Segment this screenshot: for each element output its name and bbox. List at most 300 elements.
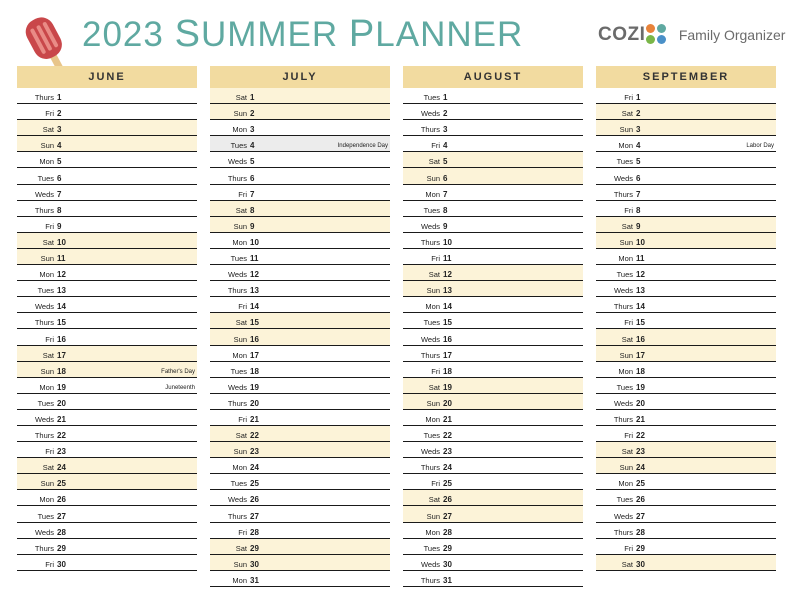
day-number: 23: [636, 447, 645, 457]
day-row: [403, 185, 583, 201]
day-row: [403, 394, 583, 410]
title-year: 2023: [82, 15, 164, 54]
day-row: [17, 152, 197, 168]
day-row: [17, 506, 197, 522]
title-s: S: [174, 13, 201, 55]
day-number: 29: [57, 543, 66, 553]
day-of-week: Weds: [613, 398, 633, 408]
day-of-week: Tues: [230, 254, 247, 264]
day-number: 12: [636, 270, 645, 280]
day-number: 3: [443, 125, 448, 135]
day-row: [17, 168, 197, 184]
day-of-week: Sat: [235, 431, 247, 441]
day-number: 9: [443, 221, 448, 231]
day-row: [403, 571, 583, 587]
day-row: [210, 168, 390, 184]
day-row: [596, 104, 776, 120]
day-row: [403, 297, 583, 313]
day-number: 11: [57, 254, 66, 264]
day-row: [596, 265, 776, 281]
day-row: [596, 136, 776, 152]
day-row: [17, 474, 197, 490]
month-column-august: [403, 66, 583, 587]
day-number: 17: [250, 350, 259, 360]
day-row: [210, 152, 390, 168]
day-of-week: Weds: [420, 221, 440, 231]
day-row: [17, 233, 197, 249]
day-row: [596, 426, 776, 442]
day-row: [17, 104, 197, 120]
day-number: 7: [250, 189, 255, 199]
day-of-week: Tues: [230, 141, 247, 151]
day-of-week: Thurs: [34, 431, 54, 441]
day-number: 26: [57, 495, 66, 505]
day-of-week: Sun: [619, 463, 633, 473]
day-row: [596, 201, 776, 217]
day-of-week: Sun: [619, 125, 633, 135]
day-of-week: Thurs: [34, 93, 54, 103]
day-of-week: Sun: [426, 173, 440, 183]
day-number: 4: [636, 141, 641, 151]
day-of-week: Tues: [230, 366, 247, 376]
day-of-week: Sun: [426, 398, 440, 408]
day-number: 23: [57, 447, 66, 457]
day-row: [17, 346, 197, 362]
month-column-june: [17, 66, 197, 571]
day-row: [403, 410, 583, 426]
day-number: 3: [57, 125, 62, 135]
day-row: [210, 265, 390, 281]
day-number: 14: [443, 302, 452, 312]
holiday-label: Independence Day: [337, 143, 388, 150]
day-row: [210, 362, 390, 378]
day-of-week: Sat: [235, 318, 247, 328]
holiday-label: Juneteenth: [165, 384, 195, 391]
day-number: 10: [636, 237, 645, 247]
day-number: 10: [443, 237, 452, 247]
day-row: [210, 233, 390, 249]
day-number: 13: [250, 286, 259, 296]
day-row: [17, 88, 197, 104]
day-number: 28: [443, 527, 452, 537]
day-row: [17, 490, 197, 506]
day-number: 18: [57, 366, 66, 376]
day-of-week: Sat: [428, 382, 440, 392]
day-number: 8: [250, 205, 255, 215]
day-row: [403, 506, 583, 522]
day-of-week: Mon: [232, 575, 247, 585]
day-of-week: Weds: [227, 270, 247, 280]
day-of-week: Weds: [613, 173, 633, 183]
day-of-week: Weds: [34, 414, 54, 424]
day-row: [596, 410, 776, 426]
day-number: 8: [636, 205, 641, 215]
day-row: [403, 233, 583, 249]
day-row: [17, 410, 197, 426]
brand-org: Family Organizer: [678, 27, 786, 43]
day-of-week: Thurs: [420, 463, 440, 473]
day-row: [596, 88, 776, 104]
day-number: 17: [443, 350, 452, 360]
day-number: 12: [443, 270, 452, 280]
day-of-week: Sun: [426, 286, 440, 296]
day-of-week: Mon: [618, 366, 633, 376]
day-of-week: Tues: [423, 318, 440, 328]
day-number: 5: [250, 157, 255, 167]
day-row: [403, 442, 583, 458]
page-title: [82, 14, 523, 55]
day-row: [17, 539, 197, 555]
day-of-week: Fri: [431, 479, 440, 489]
day-number: 13: [57, 286, 66, 296]
day-row: [210, 555, 390, 571]
day-number: 22: [57, 431, 66, 441]
day-number: 4: [250, 141, 255, 151]
day-row: [403, 523, 583, 539]
day-row: [403, 249, 583, 265]
day-number: 14: [57, 302, 66, 312]
day-number: 24: [57, 463, 66, 473]
day-of-week: Sat: [428, 157, 440, 167]
day-of-week: Sat: [42, 350, 54, 360]
title-ummer: UMMER: [200, 15, 339, 54]
day-row: [596, 185, 776, 201]
day-row: [596, 152, 776, 168]
day-of-week: Thurs: [420, 125, 440, 135]
day-of-week: Fri: [624, 318, 633, 328]
day-row: [210, 185, 390, 201]
day-of-week: Fri: [431, 254, 440, 264]
day-number: 22: [250, 431, 259, 441]
day-of-week: Tues: [616, 270, 633, 280]
day-row: [17, 185, 197, 201]
day-number: 23: [250, 447, 259, 457]
day-row: [210, 426, 390, 442]
day-number: 20: [636, 398, 645, 408]
day-number: 19: [636, 382, 645, 392]
day-number: 5: [443, 157, 448, 167]
day-number: 18: [250, 366, 259, 376]
day-of-week: Sun: [40, 366, 54, 376]
day-number: 27: [636, 511, 645, 521]
day-number: 10: [250, 237, 259, 247]
day-of-week: Sat: [621, 559, 633, 569]
day-row: [596, 539, 776, 555]
day-row: [210, 88, 390, 104]
day-row: [596, 233, 776, 249]
day-number: 16: [636, 334, 645, 344]
day-number: 26: [443, 495, 452, 505]
day-row: [596, 523, 776, 539]
day-row: [17, 249, 197, 265]
day-of-week: Sat: [235, 93, 247, 103]
day-of-week: Sun: [233, 109, 247, 119]
month-column-july: [210, 66, 390, 587]
day-of-week: Sat: [621, 221, 633, 231]
day-of-week: Sun: [233, 334, 247, 344]
day-number: 12: [250, 270, 259, 280]
day-row: [403, 555, 583, 571]
day-row: [210, 249, 390, 265]
day-of-week: Tues: [230, 479, 247, 489]
day-number: 2: [443, 109, 448, 119]
day-of-week: Mon: [39, 382, 54, 392]
day-row: [596, 474, 776, 490]
day-number: 6: [57, 173, 62, 183]
day-row: [596, 362, 776, 378]
day-row: [17, 362, 197, 378]
day-row: [210, 410, 390, 426]
day-of-week: Tues: [423, 93, 440, 103]
day-number: 8: [443, 205, 448, 215]
day-row: [403, 281, 583, 297]
day-number: 17: [57, 350, 66, 360]
day-number: 3: [250, 125, 255, 135]
day-of-week: Weds: [420, 447, 440, 457]
day-row: [210, 571, 390, 587]
day-of-week: Weds: [420, 109, 440, 119]
day-row: [403, 88, 583, 104]
holiday-label: Father's Day: [161, 368, 195, 375]
day-number: 2: [57, 109, 62, 119]
day-number: 19: [57, 382, 66, 392]
month-header: AUGUST: [403, 66, 583, 88]
day-row: [210, 120, 390, 136]
day-of-week: Mon: [425, 302, 440, 312]
day-number: 21: [57, 414, 66, 424]
day-row: [596, 346, 776, 362]
day-row: [596, 120, 776, 136]
cozi-logo: [598, 24, 785, 54]
day-number: 6: [250, 173, 255, 183]
day-row: [403, 120, 583, 136]
day-of-week: Tues: [37, 398, 54, 408]
day-row: [596, 313, 776, 329]
day-of-week: Fri: [624, 543, 633, 553]
day-number: 17: [636, 350, 645, 360]
day-number: 21: [443, 414, 452, 424]
day-row: [17, 426, 197, 442]
day-row: [210, 313, 390, 329]
day-row: [403, 458, 583, 474]
day-number: 12: [57, 270, 66, 280]
day-number: 19: [250, 382, 259, 392]
day-number: 20: [57, 398, 66, 408]
day-of-week: Fri: [238, 414, 247, 424]
day-number: 2: [636, 109, 641, 119]
day-of-week: Weds: [34, 189, 54, 199]
day-of-week: Tues: [423, 431, 440, 441]
day-number: 30: [443, 559, 452, 569]
day-of-week: Thurs: [34, 543, 54, 553]
day-row: [17, 394, 197, 410]
day-row: [210, 474, 390, 490]
day-of-week: Thurs: [420, 237, 440, 247]
day-row: [17, 136, 197, 152]
day-number: 7: [443, 189, 448, 199]
day-of-week: Fri: [45, 447, 54, 457]
day-of-week: Mon: [232, 350, 247, 360]
day-number: 13: [443, 286, 452, 296]
day-number: 27: [250, 511, 259, 521]
day-number: 14: [250, 302, 259, 312]
day-of-week: Weds: [34, 302, 54, 312]
day-of-week: Tues: [37, 286, 54, 296]
day-row: [596, 297, 776, 313]
day-row: [403, 201, 583, 217]
day-row: [17, 201, 197, 217]
day-of-week: Fri: [238, 527, 247, 537]
day-of-week: Mon: [232, 125, 247, 135]
day-number: 1: [250, 93, 255, 103]
day-of-week: Tues: [616, 495, 633, 505]
day-number: 29: [443, 543, 452, 553]
day-number: 9: [636, 221, 641, 231]
day-of-week: Sat: [621, 447, 633, 457]
day-row: [17, 458, 197, 474]
day-number: 5: [57, 157, 62, 167]
day-number: 24: [636, 463, 645, 473]
day-number: 26: [250, 495, 259, 505]
day-number: 15: [636, 318, 645, 328]
day-number: 28: [57, 527, 66, 537]
day-row: [17, 442, 197, 458]
day-row: [403, 152, 583, 168]
day-of-week: Weds: [34, 527, 54, 537]
day-number: 25: [636, 479, 645, 489]
day-number: 9: [57, 221, 62, 231]
day-number: 26: [636, 495, 645, 505]
day-number: 6: [636, 173, 641, 183]
day-number: 16: [443, 334, 452, 344]
day-number: 1: [636, 93, 641, 103]
day-row: [596, 506, 776, 522]
day-of-week: Mon: [232, 463, 247, 473]
day-of-week: Sun: [426, 511, 440, 521]
day-row: [403, 362, 583, 378]
day-row: [403, 136, 583, 152]
day-number: 28: [250, 527, 259, 537]
day-number: 1: [57, 93, 62, 103]
day-row: [403, 490, 583, 506]
day-of-week: Weds: [613, 286, 633, 296]
day-row: [596, 555, 776, 571]
day-of-week: Thurs: [227, 286, 247, 296]
day-number: 21: [250, 414, 259, 424]
day-number: 16: [250, 334, 259, 344]
day-number: 15: [57, 318, 66, 328]
day-row: [596, 281, 776, 297]
day-number: 11: [636, 254, 645, 264]
day-row: [210, 136, 390, 152]
day-of-week: Thurs: [227, 511, 247, 521]
day-of-week: Sun: [40, 479, 54, 489]
day-row: [210, 346, 390, 362]
day-of-week: Mon: [39, 495, 54, 505]
day-of-week: Fri: [45, 109, 54, 119]
day-row: [403, 313, 583, 329]
day-row: [596, 458, 776, 474]
day-of-week: Fri: [45, 221, 54, 231]
day-number: 9: [250, 221, 255, 231]
day-row: [17, 265, 197, 281]
day-row: [403, 378, 583, 394]
day-row: [403, 265, 583, 281]
day-row: [210, 539, 390, 555]
day-number: 15: [250, 318, 259, 328]
day-row: [210, 104, 390, 120]
day-number: 4: [443, 141, 448, 151]
day-number: 3: [636, 125, 641, 135]
day-number: 25: [57, 479, 66, 489]
day-row: [210, 201, 390, 217]
day-of-week: Tues: [616, 157, 633, 167]
day-of-week: Thurs: [613, 527, 633, 537]
day-of-week: Weds: [420, 334, 440, 344]
day-of-week: Mon: [425, 189, 440, 199]
day-of-week: Weds: [227, 495, 247, 505]
day-of-week: Sun: [619, 237, 633, 247]
day-number: 11: [443, 254, 452, 264]
day-of-week: Tues: [37, 173, 54, 183]
day-number: 19: [443, 382, 452, 392]
day-of-week: Thurs: [227, 398, 247, 408]
day-number: 1: [443, 93, 448, 103]
title-lanner: LANNER: [375, 15, 524, 54]
day-row: [17, 297, 197, 313]
day-of-week: Weds: [227, 382, 247, 392]
day-of-week: Sat: [428, 270, 440, 280]
day-of-week: Fri: [431, 141, 440, 151]
day-row: [17, 217, 197, 233]
day-of-week: Thurs: [613, 189, 633, 199]
day-row: [403, 168, 583, 184]
day-number: 29: [636, 543, 645, 553]
day-of-week: Mon: [425, 527, 440, 537]
month-header: JULY: [210, 66, 390, 88]
day-of-week: Thurs: [34, 318, 54, 328]
day-of-week: Weds: [420, 559, 440, 569]
day-row: [403, 426, 583, 442]
day-row: [210, 378, 390, 394]
day-number: 20: [443, 398, 452, 408]
brand-cozi: COZI: [598, 24, 646, 45]
day-of-week: Tues: [616, 382, 633, 392]
day-row: [596, 168, 776, 184]
day-number: 24: [443, 463, 452, 473]
day-of-week: Tues: [37, 511, 54, 521]
day-number: 14: [636, 302, 645, 312]
day-of-week: Sat: [235, 543, 247, 553]
day-of-week: Fri: [624, 431, 633, 441]
day-number: 24: [250, 463, 259, 473]
day-of-week: Tues: [423, 543, 440, 553]
day-row: [17, 313, 197, 329]
day-of-week: Sun: [233, 221, 247, 231]
day-row: [403, 346, 583, 362]
day-number: 31: [250, 575, 259, 585]
day-row: [596, 378, 776, 394]
day-row: [210, 523, 390, 539]
day-of-week: Thurs: [613, 414, 633, 424]
day-of-week: Sun: [619, 350, 633, 360]
day-number: 29: [250, 543, 259, 553]
day-number: 30: [250, 559, 259, 569]
day-number: 6: [443, 173, 448, 183]
day-of-week: Thurs: [420, 575, 440, 585]
day-row: [596, 249, 776, 265]
day-number: 22: [636, 431, 645, 441]
